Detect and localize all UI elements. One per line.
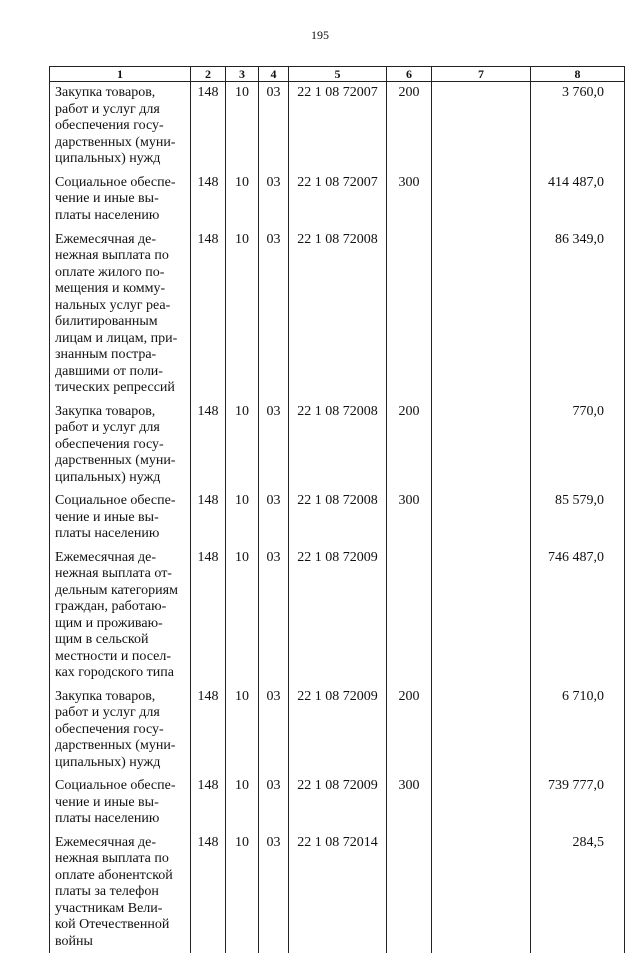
- row-name-text: Ежемесячная де- нежная выплата по оплате абонентской платы за телефон участникам Вели- кой Отечественной войны: [55, 834, 173, 949]
- cell-col4: 03: [259, 397, 289, 487]
- header-cell: 6: [387, 67, 432, 82]
- cell-col8: 414 487,0: [531, 168, 625, 225]
- cell-col6: [387, 225, 432, 397]
- cell-col6: 200: [387, 397, 432, 487]
- cell-col3: 10: [226, 225, 259, 397]
- cell-col6: [387, 543, 432, 682]
- budget-table: [49, 66, 625, 953]
- row-name-text: Закупка товаров, работ и услуг для обеспечения госу- дарственных (муни- ципальных) нужд: [55, 688, 176, 770]
- cell-col5: 22 1 08 72007: [289, 82, 387, 168]
- table-row: [50, 168, 625, 225]
- cell-col2: 148: [191, 486, 226, 543]
- row-name: [50, 828, 191, 953]
- row-name: [50, 486, 191, 543]
- header-cell: 4: [259, 67, 289, 82]
- cell-col7: [432, 771, 531, 828]
- row-name: [50, 82, 191, 168]
- cell-col8: 746 487,0: [531, 543, 625, 682]
- cell-col5: 22 1 08 72009: [289, 543, 387, 682]
- table-row: [50, 682, 625, 772]
- row-name-text: Социальное обеспе- чение и иные вы- платы населению: [55, 174, 176, 223]
- row-name: [50, 771, 191, 828]
- cell-col7: [432, 682, 531, 772]
- cell-col3: 10: [226, 828, 259, 953]
- row-name: [50, 682, 191, 772]
- header-cell: 8: [531, 67, 625, 82]
- row-name: [50, 225, 191, 397]
- cell-col7: [432, 168, 531, 225]
- cell-col7: [432, 486, 531, 543]
- row-name-text: Ежемесячная де- нежная выплата от- дельным категориям граждан, работаю- щим и проживаю- щим в сельской местности и посел- ках городского типа: [55, 549, 178, 680]
- cell-col3: 10: [226, 82, 259, 168]
- cell-col5: 22 1 08 72007: [289, 168, 387, 225]
- table-row: [50, 543, 625, 682]
- header-cell: 1: [50, 67, 191, 82]
- cell-col8: 3 760,0: [531, 82, 625, 168]
- header-row: [50, 67, 625, 82]
- cell-col4: 03: [259, 168, 289, 225]
- row-name-text: Ежемесячная де- нежная выплата по оплате жилого по- мещения и комму- нальных услуг реа- билитированным лицам и лицам, при- знанным пострa- давшими от поли- тических репрессий: [55, 231, 178, 395]
- cell-col7: [432, 82, 531, 168]
- cell-col3: 10: [226, 543, 259, 682]
- cell-col4: 03: [259, 771, 289, 828]
- header-cell: 3: [226, 67, 259, 82]
- cell-col4: 03: [259, 543, 289, 682]
- row-name-text: Социальное обеспе- чение и иные вы- платы населению: [55, 778, 176, 826]
- cell-col3: 10: [226, 397, 259, 487]
- row-name: [50, 397, 191, 487]
- header-cell: 7: [432, 67, 531, 82]
- row-name-text: Закупка товаров, работ и услуг для обеспечения госу- дарственных (муни- ципальных) нужд: [55, 403, 176, 485]
- cell-col2: 148: [191, 82, 226, 168]
- cell-col8: 85 579,0: [531, 486, 625, 543]
- cell-col5: 22 1 08 72009: [289, 771, 387, 828]
- cell-col6: 300: [387, 771, 432, 828]
- cell-col2: 148: [191, 168, 226, 225]
- cell-col6: 300: [387, 486, 432, 543]
- cell-col3: 10: [226, 486, 259, 543]
- header-cell: 2: [191, 67, 226, 82]
- cell-col6: 200: [387, 682, 432, 772]
- cell-col2: 148: [191, 543, 226, 682]
- cell-col8: 86 349,0: [531, 225, 625, 397]
- cell-col4: 03: [259, 82, 289, 168]
- row-name: [50, 168, 191, 225]
- cell-col3: 10: [226, 168, 259, 225]
- cell-col7: [432, 543, 531, 682]
- cell-col5: 22 1 08 72009: [289, 682, 387, 772]
- cell-col2: 148: [191, 225, 226, 397]
- cell-col6: 200: [387, 82, 432, 168]
- cell-col2: 148: [191, 771, 226, 828]
- cell-col7: [432, 397, 531, 487]
- cell-col4: 03: [259, 225, 289, 397]
- page-number: 195: [311, 28, 329, 42]
- cell-col2: 148: [191, 397, 226, 487]
- cell-col4: 03: [259, 828, 289, 953]
- cell-col2: 148: [191, 682, 226, 772]
- table-row: [50, 771, 625, 828]
- cell-col5: 22 1 08 72014: [289, 828, 387, 953]
- cell-col7: [432, 828, 531, 953]
- row-name: [50, 543, 191, 682]
- table-row: [50, 225, 625, 397]
- header-cell: 5: [289, 67, 387, 82]
- cell-col8: 739 777,0: [531, 771, 625, 828]
- cell-col4: 03: [259, 486, 289, 543]
- cell-col4: 03: [259, 682, 289, 772]
- cell-col2: 148: [191, 828, 226, 953]
- cell-col3: 10: [226, 771, 259, 828]
- cell-col8: 284,5: [531, 828, 625, 953]
- cell-col6: [387, 828, 432, 953]
- table-row: [50, 397, 625, 487]
- cell-col7: [432, 225, 531, 397]
- cell-col3: 10: [226, 682, 259, 772]
- cell-col8: 6 710,0: [531, 682, 625, 772]
- row-name-text: Закупка товаров, работ и услуг для обеспечения госу- дарственных (муни- ципальных) нужд: [55, 85, 176, 166]
- cell-col8: 770,0: [531, 397, 625, 487]
- table-row: [50, 486, 625, 543]
- table-row: [50, 828, 625, 953]
- cell-col5: 22 1 08 72008: [289, 397, 387, 487]
- cell-col5: 22 1 08 72008: [289, 225, 387, 397]
- table-row: [50, 82, 625, 168]
- cell-col6: 300: [387, 168, 432, 225]
- cell-col5: 22 1 08 72008: [289, 486, 387, 543]
- row-name-text: Социальное обеспе- чение и иные вы- платы населению: [55, 493, 176, 541]
